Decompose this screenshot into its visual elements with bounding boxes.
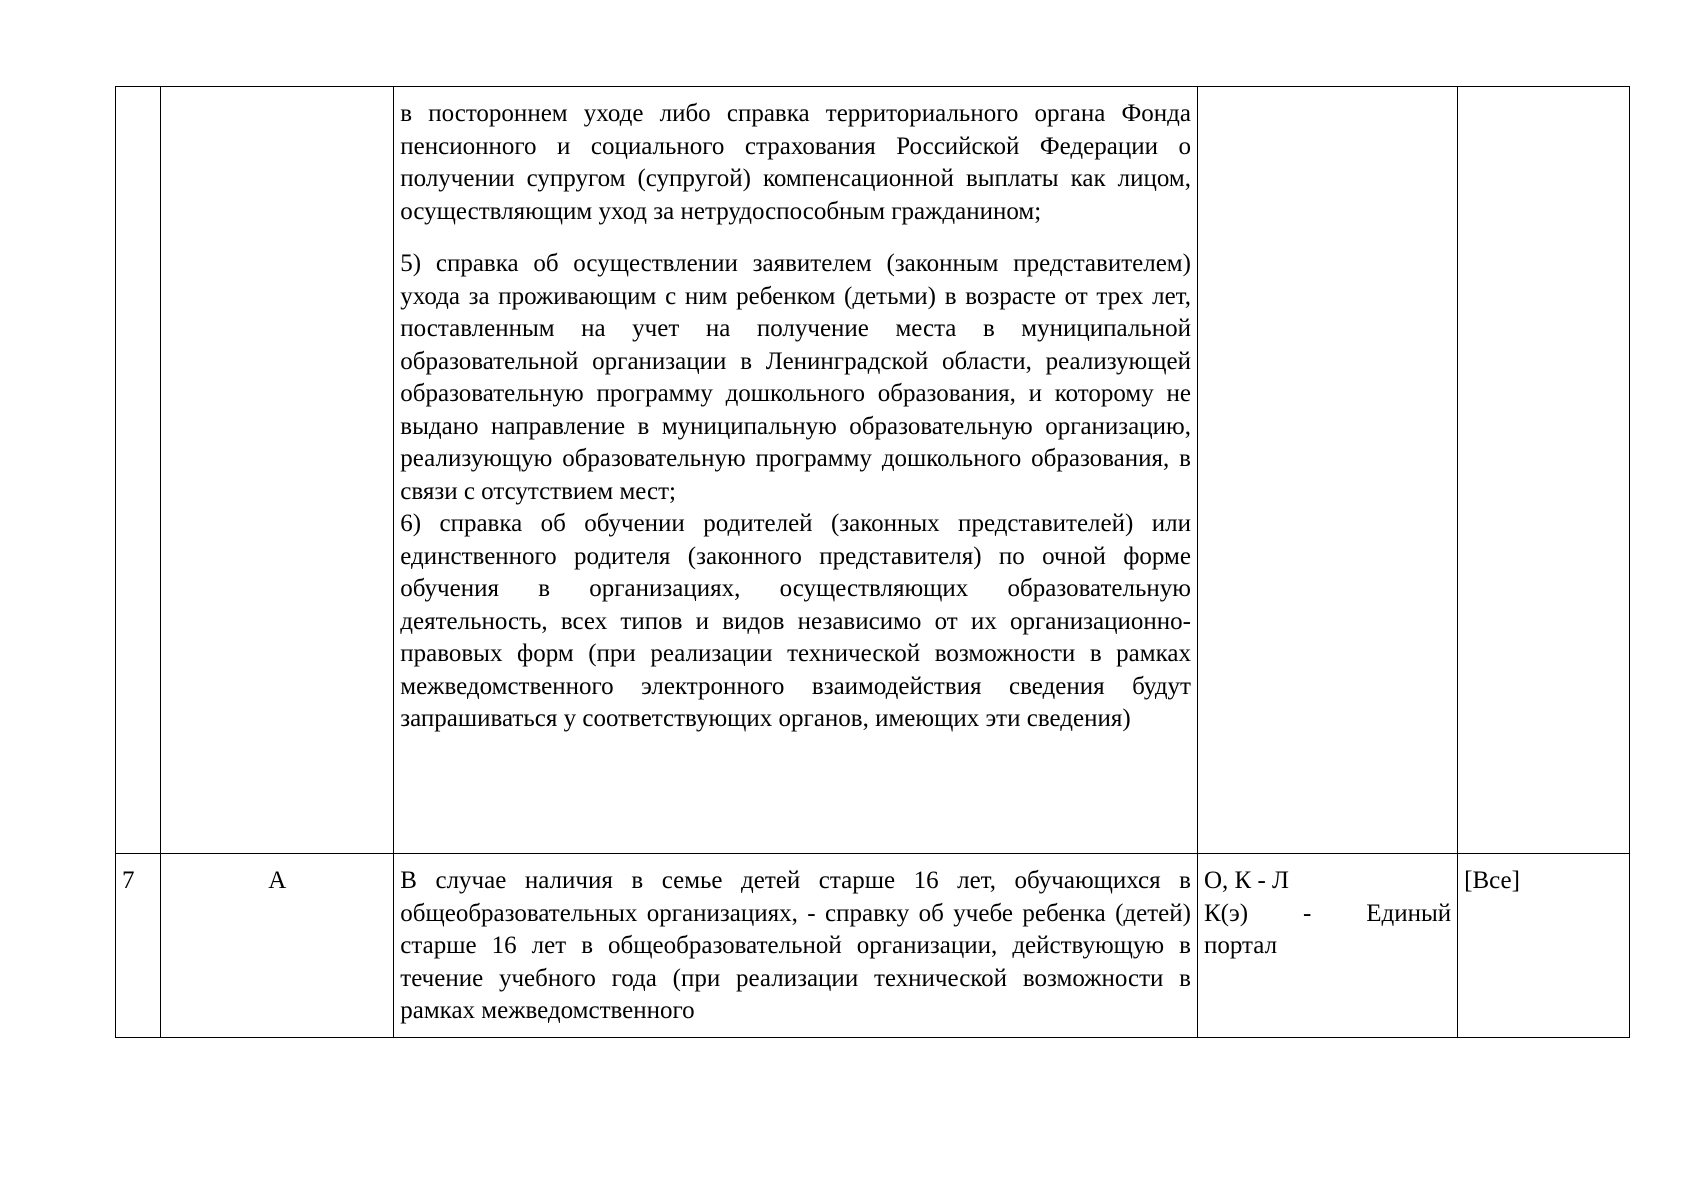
row-category-cell <box>1458 87 1630 854</box>
document-paragraph: В случае наличия в семье детей старше 16 лет, обучающихся в общеобразовательных организациях, - справку об учебе ребенка (детей) старше 16 лет в общеобразовательной организации, действующую в течение учебного года (при реализации технической возможности в рамках межведомственного <box>400 867 1191 1024</box>
row-code-cell <box>161 87 394 854</box>
source-line: портал <box>1203 932 1278 959</box>
source-line: К(э) - Единый <box>1203 899 1452 927</box>
row-description-cell <box>394 854 1198 1038</box>
document-paragraph: 6) справка об обучении родителей (законных представителей) или единственного родителя (законного представителя) по очной форме обучения в организациях, осуществляющих образовательную деятельность, всех типов и видов независимо от их организационно-правовых форм (при реализации технической возможности в рамках межведомственного электронного взаимодействия сведения будут запрашиваться у соответствующих органов, имеющих эти сведения) <box>400 510 1191 732</box>
row-number-cell: 7 <box>116 854 161 1038</box>
source-line: О, К - Л <box>1203 867 1289 894</box>
row-description-cell <box>394 87 1198 854</box>
row-source-cell <box>1197 87 1457 854</box>
document-paragraph: 5) справка об осуществлении заявителем (законным представителем) ухода за проживающим с ним ребенком (детьми) в возрасте от трех лет, поставленным на учет на получение места в муниципальной образовательной организации в Ленинградской области, реализующей образовательную программу дошкольного образования, и которому не выдано направление в муниципальную образовательную организацию, реализующую образовательную программу дошкольного образования, в связи с отсутствием мест; <box>400 250 1191 505</box>
document-table <box>115 86 1630 1038</box>
row-number-cell <box>116 87 161 854</box>
row-code-cell: А <box>161 854 394 1038</box>
table-row <box>116 87 1630 854</box>
row-source-cell <box>1197 854 1457 1038</box>
document-paragraph: в постороннем уходе либо справка территориального органа Фонда пенсионного и социального страхования Российской Федерации о получении супругом (супругой) компенсационной выплаты как лицом, осуществляющим уход за нетрудоспособным гражданином; <box>400 100 1191 225</box>
table-row <box>116 854 1630 1038</box>
row-category-cell: [Все] <box>1458 854 1630 1038</box>
